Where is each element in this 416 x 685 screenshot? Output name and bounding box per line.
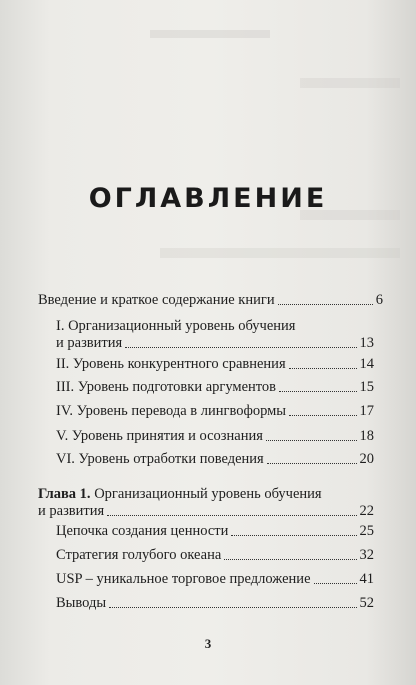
toc-entry-label: IV. Уровень перевода в лингвоформы bbox=[56, 403, 287, 419]
toc-entry-page: 32 bbox=[359, 547, 374, 563]
toc-entry-page: 52 bbox=[359, 595, 374, 611]
toc-entry[interactable] bbox=[56, 355, 374, 373]
toc-entry-page: 18 bbox=[359, 428, 374, 444]
toc-entry-label: II. Уровень конкурентного сравнения bbox=[56, 356, 286, 372]
toc-entry-label: Выводы bbox=[56, 595, 107, 611]
leader-dots bbox=[279, 391, 356, 392]
toc-entry[interactable] bbox=[56, 427, 374, 445]
leader-dots bbox=[109, 607, 356, 608]
toc-entry-label: III. Уровень подготовки аргументов bbox=[56, 379, 277, 395]
toc-entry-label-cont: и развития bbox=[38, 503, 105, 519]
leader-dots bbox=[125, 347, 356, 348]
toc-entry-label: VI. Уровень отработки поведения bbox=[56, 451, 264, 467]
toc-entry-label: Цепочка создания ценности bbox=[56, 523, 229, 539]
page-title: ОГЛАВЛЕНИЕ bbox=[88, 183, 328, 214]
leader-dots bbox=[278, 304, 373, 305]
toc-entry-page: 22 bbox=[359, 503, 374, 519]
leader-dots bbox=[224, 559, 356, 560]
toc-entry[interactable] bbox=[56, 402, 374, 420]
toc-entry-page: 14 bbox=[359, 356, 374, 372]
leader-dots bbox=[314, 583, 357, 584]
toc-entry-page: 41 bbox=[359, 571, 374, 587]
toc-entry-page: 13 bbox=[359, 335, 374, 351]
toc-entry-label-cont: и развития bbox=[56, 335, 123, 351]
leader-dots bbox=[266, 440, 357, 441]
toc-entry-label: V. Уровень принятия и осознания bbox=[56, 428, 263, 444]
chapter-number: Глава 1. bbox=[38, 486, 91, 502]
leader-dots bbox=[231, 535, 356, 536]
leader-dots bbox=[289, 368, 357, 369]
toc-entry-chapter[interactable] bbox=[38, 486, 374, 520]
toc-entry[interactable] bbox=[56, 318, 374, 352]
toc-entry[interactable] bbox=[56, 594, 374, 612]
toc-entry-label: Введение и краткое содержание книги bbox=[38, 292, 275, 308]
toc-entry-page: 20 bbox=[359, 451, 374, 467]
toc-entry-page: 17 bbox=[359, 403, 374, 419]
toc-entry[interactable] bbox=[56, 378, 374, 396]
toc-entry-page: 6 bbox=[375, 292, 383, 308]
toc-entry-label: USP – уникальное торговое предложение bbox=[56, 571, 311, 587]
page-number: 3 bbox=[204, 636, 212, 651]
toc-entry[interactable] bbox=[38, 291, 383, 309]
leader-dots bbox=[267, 463, 357, 464]
toc-entry-label: Организационный уровень обучения bbox=[90, 486, 322, 502]
leader-dots bbox=[289, 415, 356, 416]
toc-entry[interactable] bbox=[56, 522, 374, 540]
toc-entry-page: 15 bbox=[359, 379, 374, 395]
toc-entry[interactable] bbox=[56, 450, 374, 468]
toc-entry[interactable] bbox=[56, 570, 374, 588]
leader-dots bbox=[107, 515, 356, 516]
toc-entry-page: 25 bbox=[359, 523, 374, 539]
toc-entry-label: I. Организационный уровень обучения bbox=[56, 318, 296, 334]
toc-entry-label: Стратегия голубого океана bbox=[56, 547, 222, 563]
toc-entry[interactable] bbox=[56, 546, 374, 564]
